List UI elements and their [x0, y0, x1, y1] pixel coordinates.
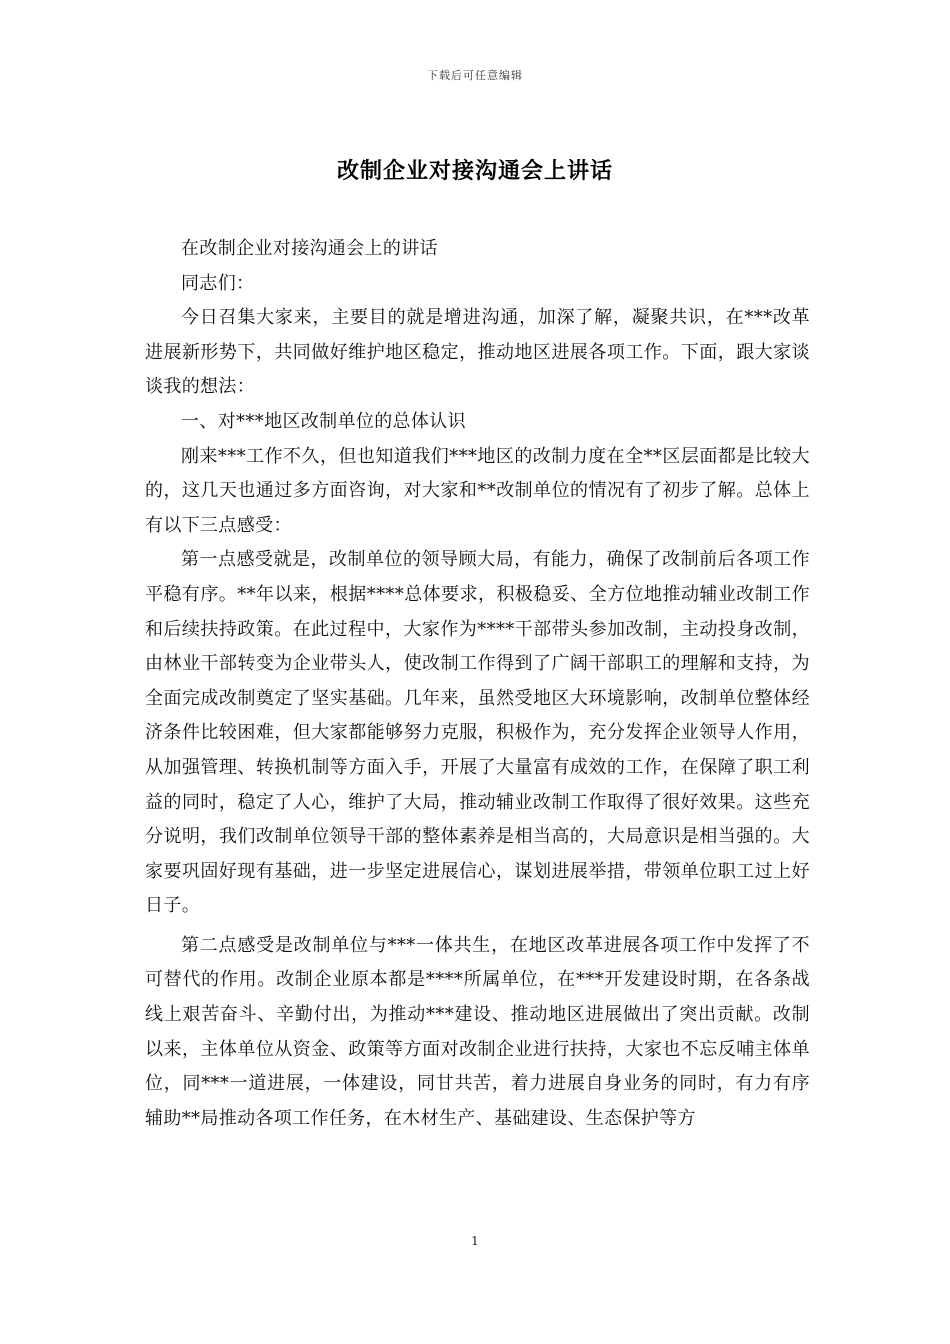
paragraph-second-point: 第二点感受是改制单位与***一体共生，在地区改革进展各项工作中发挥了不可替代的作用。改制企业原本都是****所属单位，在***开发建设时期，在各条战线上艰苦奋斗、辛勤付出，为推动***建设、推动地区进展做出了突出贡献。改制以来，主体单位从资金、政策等方面对改制企业进行扶持，大家也不忘反哺主体单位，同***一道进展，一体建设，同甘共苦，着力进展自身业务的同时，有力有序辅助**局推动各项工作任务，在木材生产、基础建设、生态保护等方 — [145, 934, 810, 1129]
paragraph-overview: 刚来***工作不久，但也知道我们***地区的改制力度在全**区层面都是比较大的，这几天也通过多方面咨询，对大家和**改制单位的情况有了初步了解。总体上有以下三点感受： — [145, 445, 810, 536]
page-number: 1 — [471, 1234, 479, 1248]
paragraph-first-point: 第一点感受就是，改制单位的领导顾大局，有能力，确保了改制前后各项工作平稳有序。**年以来，根据****总体要求，积极稳妥、全方位地推动辅业改制工作和后续扶持政策。在此过程中，大家作为****干部带头参加改制，主动投身改制，由林业干部转变为企业带头人，使改制工作得到了广阔干部职工的理解和支持，为全面完成改制奠定了坚实基础。几年来，虽然受地区大环境影响，改制单位整体经济条件比较困难，但大家都能够努力克服，积极作为，充分发挥企业领导人作用，从加强管理、转换机制等方面入手，开展了大量富有成效的工作，在保障了职工利益的同时，稳定了人心，维护了大局，推动辅业改制工作取得了很好效果。这些充分说明，我们改制单位领导干部的整体素养是相当高的，大局意识是相当强的。大家要巩固好现有基础，进一步坚定进展信心，谋划进展举措，带领单位职工过上好日子。 — [145, 549, 810, 917]
document-body — [145, 232, 810, 1136]
paragraph-salutation: 同志们： — [181, 272, 255, 294]
header-note: 下载后可任意编辑 — [427, 69, 523, 82]
paragraph-intro: 今日召集大家来，主要目的就是增进沟通，加深了解，凝聚共识，在***改革进展新形势下，共同做好维护地区稳定，推动地区进展各项工作。下面，跟大家谈谈我的想法： — [145, 307, 810, 398]
document-title: 改制企业对接沟通会上讲话 — [336, 158, 613, 184]
paragraph-speech-heading: 在改制企业对接沟通会上的讲话 — [181, 238, 438, 259]
paragraph-section-heading: 一、对***地区改制单位的总体认识 — [181, 410, 466, 432]
